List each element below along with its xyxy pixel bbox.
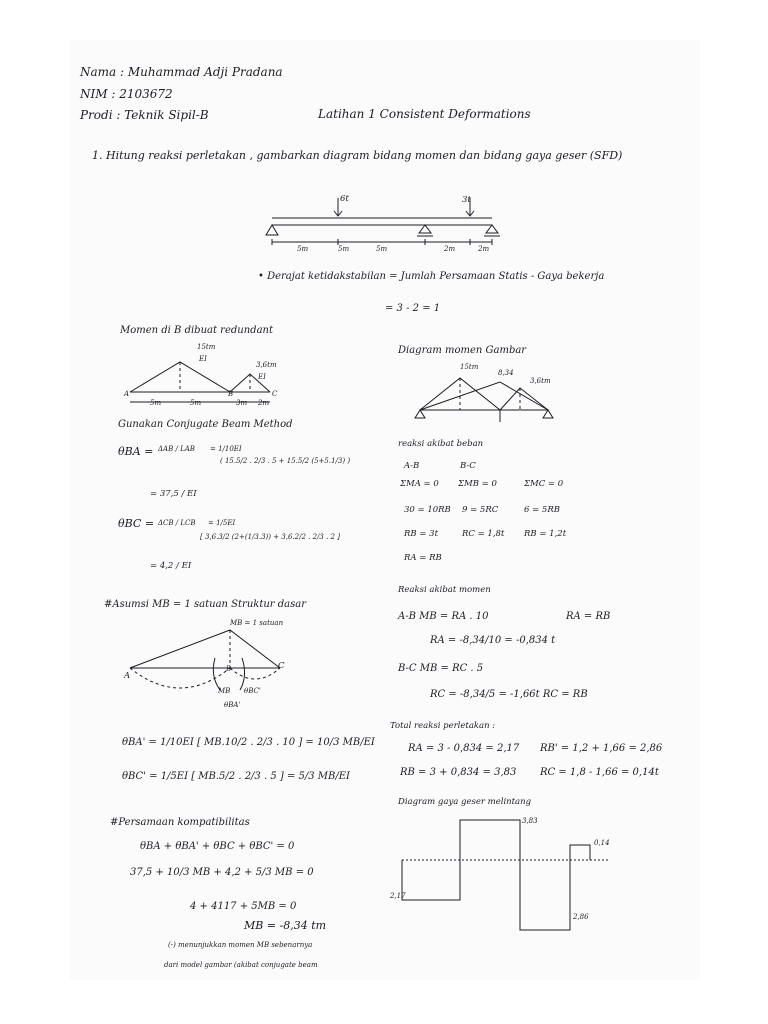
total-reaction-rb2: RB = 3 + 0,834 = 3,83 <box>400 767 517 778</box>
moment-reaction-rc: RC = -8,34/5 = -1,66t RC = RB <box>430 689 588 700</box>
indeterminacy-line-2: = 3 - 2 = 1 <box>385 303 441 314</box>
redundant-span-2: 5m <box>190 399 202 407</box>
unit-assumption-title: #Asumsi MB = 1 satuan Struktur dasar <box>104 599 306 610</box>
combined-moment-v1: 15tm <box>460 363 479 371</box>
load-reaction-1-2: ΣMA = 0 <box>400 479 439 489</box>
combined-moment-v2: 8,34 <box>498 369 514 377</box>
unit-rotation-bc: θBC' = 1/5EI [ MB.5/2 . 2/3 . 5 ] = 5/3 MB/EI <box>122 771 350 782</box>
unit-rotation-ba: θBA' = 1/10EI [ MB.10/2 . 2/3 . 10 ] = 10/3 MB/EI <box>122 737 375 748</box>
load-reaction-2-3: 9 = 5RC <box>462 505 499 515</box>
unit-theta-bc-prime: θBC' <box>244 687 261 695</box>
student-name: Nama : Muhammad Adji Pradana <box>80 65 283 79</box>
compatibility-note-1: (-) menunjukkan momen MB sebenarnya <box>168 941 313 949</box>
load-reactions-title: reaksi akibat beban <box>398 439 484 449</box>
sfd-value-left: 2,17 <box>390 892 406 900</box>
redundant-point-a: A <box>124 390 130 398</box>
redundant-span-3: 3m <box>236 399 248 407</box>
redundant-span-4: 2m <box>258 399 270 407</box>
load-reaction-2-4: RC = 1,8t <box>462 529 505 539</box>
problem-statement: 1. Hitung reaksi perletakan , gambarkan diagram bidang momen dan bidang gaya geser (SFD) <box>92 149 623 162</box>
load-reaction-2-1: B-C <box>460 461 476 471</box>
sfd-title: Diagram gaya geser melintang <box>398 797 532 807</box>
redundant-m2: 3,6tm <box>256 361 277 369</box>
span-label-4: 2m <box>444 245 456 253</box>
load-reaction-1-3: 30 = 10RB <box>404 505 451 515</box>
student-nim: NIM : 2103672 <box>80 87 173 101</box>
compatibility-eq-3: 4 + 4117 + 5MB = 0 <box>190 901 297 912</box>
load-label-1: 6t <box>340 194 349 204</box>
unit-mb-label: MB = 1 satuan <box>230 619 284 627</box>
load-reaction-1-5: RA = RB <box>404 553 442 563</box>
indeterminacy-line-1: • Derajat ketidakstabilan = Jumlah Persamaan Statis - Gaya bekerja <box>258 271 605 282</box>
load-reaction-3-3: RB = 1,2t <box>524 529 567 539</box>
combined-moment-v3: 3,6tm <box>530 377 551 385</box>
moment-reaction-ab: A-B MB = RA . 10 <box>398 611 489 622</box>
compatibility-eq-2: 37,5 + 10/3 MB + 4,2 + 5/3 MB = 0 <box>130 867 314 878</box>
redundant-m1-den: EI <box>199 355 207 363</box>
theta-ba-expr: ( 15.5/2 . 2/3 . 5 + 15.5/2 (5+5.1/3) ) <box>220 457 351 465</box>
moment-reaction-ra: RA = -8,34/10 = -0,834 t <box>430 635 556 646</box>
load-reaction-2-2: ΣMB = 0 <box>458 479 497 489</box>
span-label-5: 2m <box>478 245 490 253</box>
theta-bc-expr: [ 3,6.3/2 (2+(1/3.3)) + 3,6.2/2 . 2/3 . 2 ] <box>200 533 340 541</box>
redundant-m2-den: EI <box>258 373 266 381</box>
load-reaction-3-2: 6 = 5RB <box>524 505 560 515</box>
combined-moment-diagram <box>410 370 560 430</box>
span-label-1: 5m <box>297 245 309 253</box>
unit-moment-diagram <box>120 620 290 710</box>
conjugate-title: Gunakan Conjugate Beam Method <box>118 419 293 430</box>
compatibility-title: #Persamaan kompatibilitas <box>110 817 250 828</box>
load-reaction-1-1: A-B <box>404 461 420 471</box>
redundant-title: Momen di B dibuat redundant <box>120 325 273 336</box>
load-reaction-1-4: RB = 3t <box>404 529 438 539</box>
theta-bc-coef: = 1/5EI <box>208 519 236 527</box>
sfd-diagram <box>400 810 610 940</box>
sfd-value-max: 3,83 <box>522 817 538 825</box>
combined-moment-title: Diagram momen Gambar <box>398 345 527 356</box>
moment-reactions-title: Reaksi akibat momen <box>398 585 491 595</box>
unit-point-b: B <box>226 665 232 673</box>
theta-ba-result: = 37,5 / EI <box>150 489 197 499</box>
unit-point-c: C <box>278 661 285 671</box>
compatibility-eq-1: θBA + θBA' + θBC + θBC' = 0 <box>140 841 295 852</box>
span-label-3: 5m <box>376 245 388 253</box>
unit-theta-ba-prime: θBA' <box>224 701 241 709</box>
total-reaction-ra: RA = 3 - 0,834 = 2,17 <box>408 743 520 754</box>
compatibility-eq-4: MB = -8,34 tm <box>244 919 327 932</box>
total-reactions-title: Total reaksi perletakan : <box>390 721 496 731</box>
span-label-2: 5m <box>338 245 350 253</box>
unit-point-a: A <box>124 671 131 681</box>
theta-bc-result: = 4,2 / EI <box>150 561 192 571</box>
page-title: Latihan 1 Consistent Deformations <box>318 107 531 121</box>
load-reaction-3-1: ΣMC = 0 <box>524 479 564 489</box>
theta-bc-lhs: θBC = <box>118 517 155 530</box>
redundant-point-c: C <box>272 390 278 398</box>
moment-reaction-ra-rb: RA = RB <box>566 611 611 622</box>
redundant-point-b: B <box>228 390 234 398</box>
redundant-m1: 15tm <box>197 343 216 351</box>
theta-ba-lhs: θBA = <box>118 445 154 458</box>
theta-ba-frac: ΔAB / LAB <box>158 445 195 453</box>
sfd-value-min: 2,86 <box>573 913 589 921</box>
compatibility-note-2: dari model gambar (akibat conjugate beam <box>164 961 318 969</box>
unit-mb: MB <box>218 687 231 695</box>
total-reaction-rc: RC = 1,8 - 1,66 = 0,14t <box>540 767 659 778</box>
load-label-2: 3t <box>462 195 471 205</box>
redundant-span-1: 5m <box>150 399 162 407</box>
sfd-value-right: 0,14 <box>594 839 610 847</box>
total-reaction-rb1: RB' = 1,2 + 1,66 = 2,86 <box>540 743 663 754</box>
theta-bc-frac: ΔCB / LCB <box>158 519 196 527</box>
moment-reaction-bc: B-C MB = RC . 5 <box>398 663 484 674</box>
student-prodi: Prodi : Teknik Sipil-B <box>80 108 209 122</box>
theta-ba-coef: = 1/10EI <box>210 445 242 453</box>
